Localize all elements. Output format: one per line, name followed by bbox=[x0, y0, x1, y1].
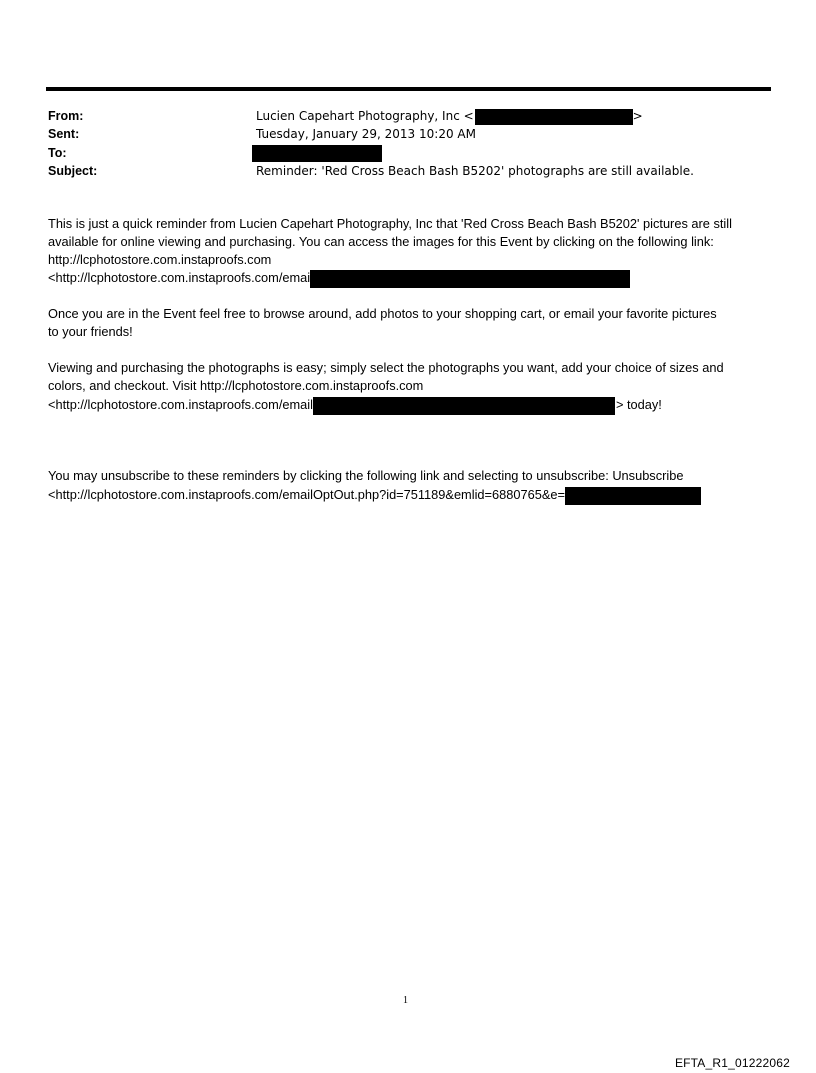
body-p3-line2: colors, and checkout. Visit http://lcphotostore.com.instaproofs.com bbox=[48, 378, 424, 393]
page-number: 1 bbox=[403, 995, 408, 1006]
to-redaction bbox=[252, 145, 382, 162]
subject-label: Subject: bbox=[48, 164, 98, 178]
sent-value: Tuesday, January 29, 2013 10:20 AM bbox=[256, 127, 476, 141]
from-value bbox=[256, 107, 643, 125]
visit-link-suffix: > today! bbox=[615, 397, 662, 412]
body-p3-line1: Viewing and purchasing the photographs is easy; simply select the photographs you want, add your choice of sizes and bbox=[48, 360, 724, 375]
visit-link-prefix: <http://lcphotostore.com.instaproofs.com/email bbox=[48, 397, 313, 412]
body-p2-line2: to your friends! bbox=[48, 324, 133, 339]
to-row bbox=[48, 144, 768, 162]
from-row bbox=[48, 107, 768, 125]
visit-link-redaction bbox=[313, 397, 615, 415]
from-label: From: bbox=[48, 109, 84, 123]
sent-label: Sent: bbox=[48, 127, 80, 141]
body-p1-line3: http://lcphotostore.com.instaproofs.com bbox=[48, 252, 272, 267]
event-link-redaction bbox=[310, 270, 630, 288]
unsubscribe-link-redaction bbox=[565, 487, 701, 505]
body-p4-line1: You may unsubscribe to these reminders by clicking the following link and selecting to unsubscribe: Unsubscribe bbox=[48, 468, 684, 483]
body-p1-line4 bbox=[48, 269, 630, 288]
body-p2-line1: Once you are in the Event feel free to browse around, add photos to your shopping cart, or email your favorite pictures bbox=[48, 306, 717, 321]
header-divider bbox=[46, 87, 771, 91]
from-sender: Lucien Capehart Photography, Inc < bbox=[256, 109, 474, 123]
body-p3-line3 bbox=[48, 396, 662, 415]
unsubscribe-link-prefix: <http://lcphotostore.com.instaproofs.com/emailOptOut.php?id=751189&emlid=6880765&e= bbox=[48, 487, 565, 502]
from-suffix: > bbox=[632, 109, 643, 123]
bates-number: EFTA_R1_01222062 bbox=[674, 1056, 790, 1070]
subject-value: Reminder: 'Red Cross Beach Bash B5202' photographs are still available. bbox=[256, 164, 694, 178]
event-link-prefix: <http://lcphotostore.com.instaproofs.com/emai bbox=[48, 270, 311, 285]
body-p1-line1: This is just a quick reminder from Lucien Capehart Photography, Inc that 'Red Cross Beach Bash B5202' pictures are still bbox=[48, 216, 732, 231]
body-p1-line2: available for online viewing and purchasing. You can access the images for this Event by clicking on the following link: bbox=[48, 234, 714, 249]
body-p4-line2 bbox=[48, 486, 701, 505]
to-value bbox=[252, 144, 382, 162]
subject-row bbox=[48, 162, 768, 180]
to-label: To: bbox=[48, 146, 67, 160]
sent-row bbox=[48, 125, 768, 143]
from-email-redaction bbox=[475, 109, 633, 125]
